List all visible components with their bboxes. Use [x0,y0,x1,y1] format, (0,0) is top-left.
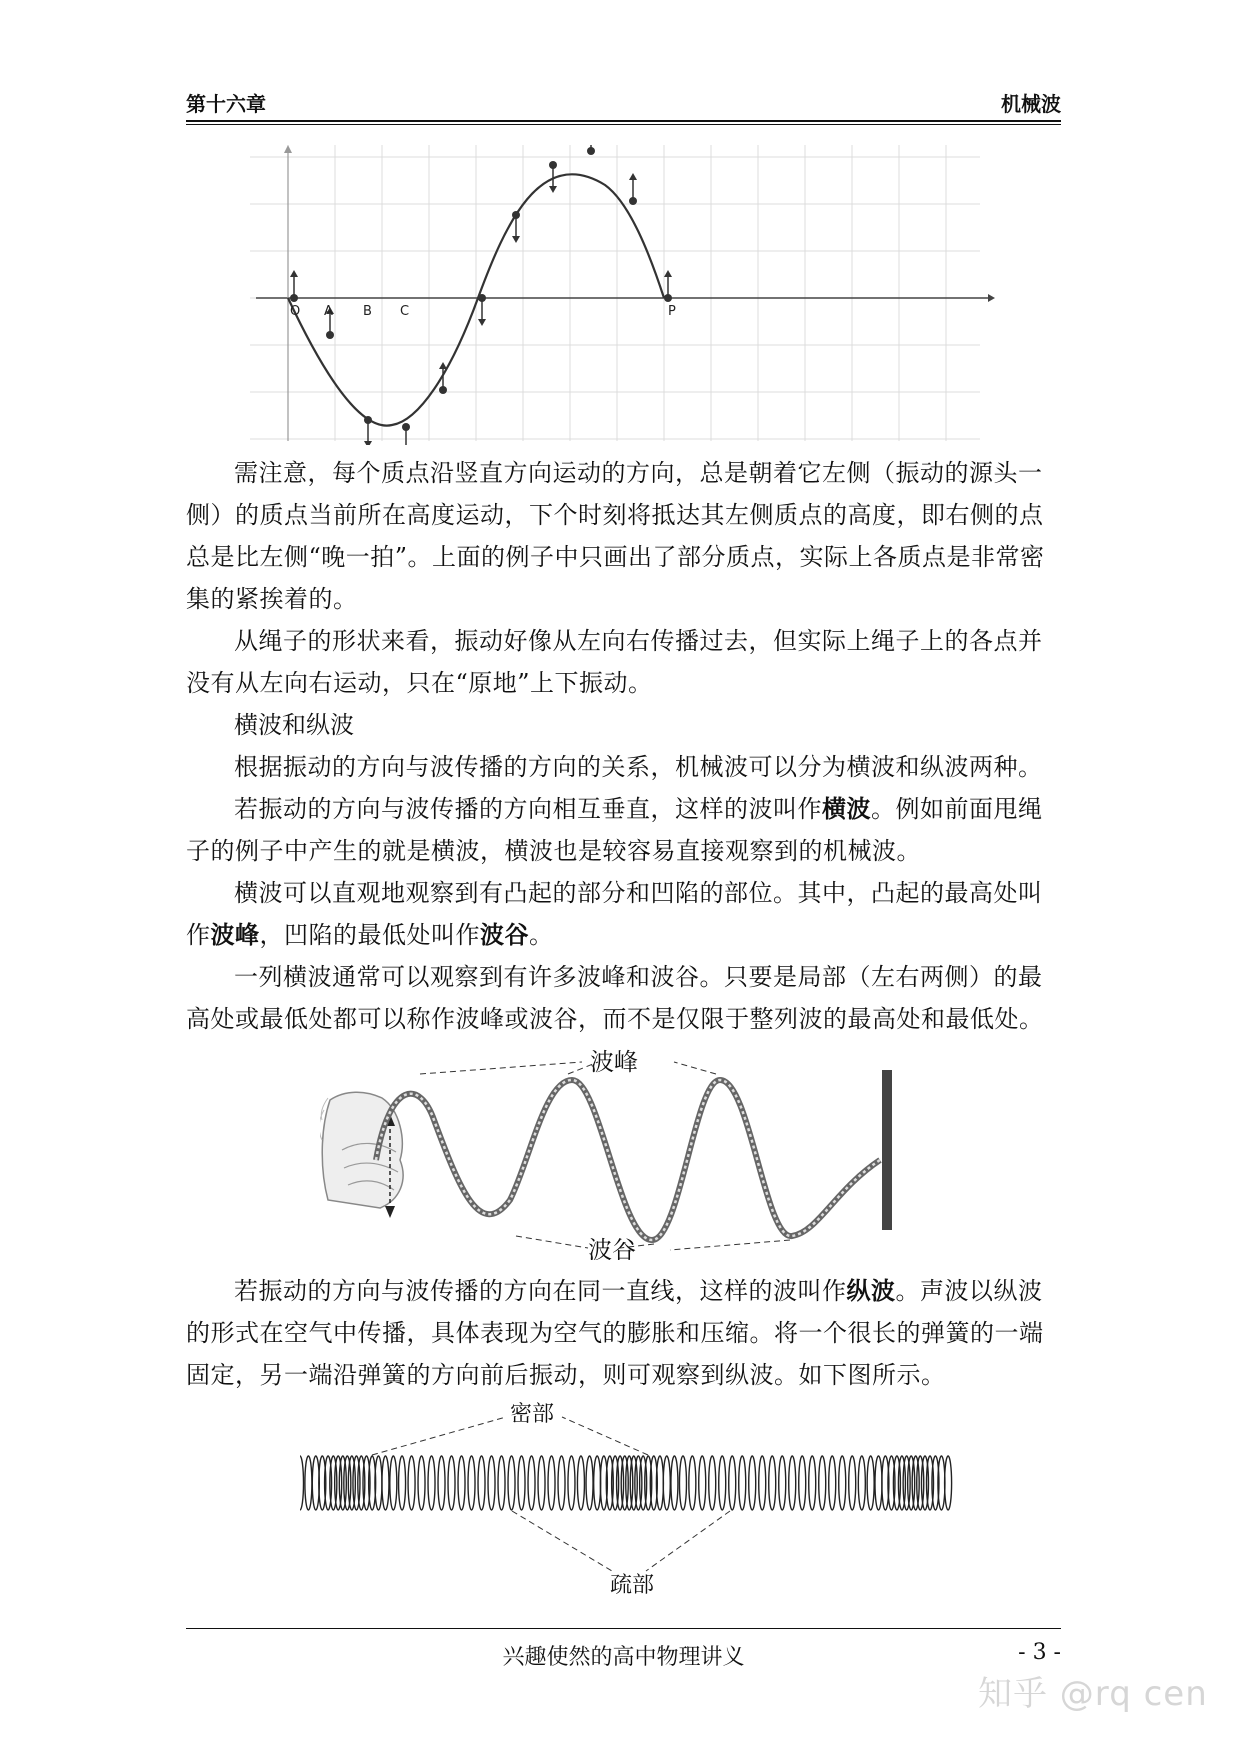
graph-grid [250,145,980,441]
paragraph-multiple-crests: 一列横波通常可以观察到有许多波峰和波谷。只要是局部（左右两侧）的最高处或最低处都可以称作波峰或波谷，而不是仅限于整列波的最高处和最低处。 [186,963,1044,1033]
spring-coil [945,1456,952,1510]
spring-coil [300,1456,304,1510]
spring-coil [478,1456,485,1510]
paragraph-classification: 根据振动的方向与波传播的方向的关系，机械波可以分为横波和纵波两种。 [234,753,1043,781]
text-run: 。例如前面甩绳子的例子中产生的就是横波，横波也是较容易直接观察到的机械波。 [186,795,1043,865]
spring-coil [789,1456,796,1510]
spring-coil [408,1456,415,1510]
arrow-down-icon [385,1206,395,1218]
spring-coil [699,1456,706,1510]
spring-coil [799,1456,806,1510]
trough-label: 波谷 [588,1236,636,1260]
footer-title: 兴趣使然的高中物理讲义 [502,1645,745,1670]
axis-point-labels [290,304,676,319]
spring-coil [779,1456,786,1510]
spring-coil [849,1456,856,1510]
chapter-title: 第十六章 [186,92,266,116]
spring-coil [399,1456,406,1510]
spring-coil [586,1456,593,1510]
rarefaction-guides [512,1511,730,1571]
subheading-wave-types: 横波和纵波 [234,711,354,739]
spring-coil [867,1456,874,1510]
spring-coil [568,1456,575,1510]
spring-coil [809,1456,816,1510]
spring-coil [508,1456,515,1510]
spring-coil [538,1456,545,1510]
text-run: 若振动的方向与波传播的方向相互垂直，这样的波叫作 [234,795,822,823]
arrow-head-icon [290,270,298,277]
paragraph-particle-motion: 需注意，每个质点沿竖直方向运动的方向，总是朝着它左侧（振动的源头一侧）的质点当前所在高度运动，下个时刻将抵达其左侧质点的高度，即右侧的点总是比左侧“晚一拍”。上面的例子中只画出了部分质点，实际上各质点是非常密集的紧挨着的。 [186,459,1045,613]
rope-curve [376,1080,880,1240]
paragraph-longitudinal-definition [186,1270,1061,1396]
arrow-head-icon [629,173,637,180]
footer-rule [186,1628,1061,1629]
spring-coil [663,1456,670,1510]
spring-coil [488,1456,495,1510]
spring-coil [594,1456,601,1510]
spring-coil [689,1456,696,1510]
spring-coil [709,1456,716,1510]
paragraph-rope-shape: 从绳子的形状来看，振动好像从左向右传播过去，但实际上绳子上的各点并没有从左向右运动，只在“原地”上下振动。 [186,627,1043,697]
label-o: O [290,304,301,319]
term-trough: 波谷 [480,920,529,949]
label-c: C [400,304,410,319]
spring-coil [729,1456,736,1510]
rarefaction-label: 疏部 [610,1573,655,1595]
spring-coil [382,1456,389,1510]
header-rule-thin [186,124,1061,125]
spring-coil [428,1456,435,1510]
spring-coil [819,1456,826,1510]
term-crest: 波峰 [210,920,260,949]
spring-coil [829,1456,836,1510]
spring-coil [558,1456,565,1510]
spring-coil [577,1456,584,1510]
spring-coil [759,1456,766,1510]
spring-coil [719,1456,726,1510]
y-axis-arrow-icon [284,145,292,153]
arrow-head-icon [364,441,372,445]
spring-coil [679,1456,686,1510]
text-run: 。声波以纵波的形式在空气中传播，具体表现为空气的膨胀和压缩。将一个很长的弹簧的一端固定，另一端沿弹簧的方向前后振动，则可观察到纵波。如下图所示。 [186,1277,1044,1389]
wall [882,1070,892,1230]
spring-coil [518,1456,525,1510]
page-number: - 3 - [1018,1640,1061,1665]
label-p: P [668,304,676,319]
text-run: 若振动的方向与波传播的方向在同一直线，这样的波叫作 [234,1277,847,1305]
spring-coil [390,1456,397,1510]
spring-coil [875,1456,882,1510]
spring-coil [739,1456,746,1510]
spring-coil [528,1456,535,1510]
spring-coil [839,1456,846,1510]
arrow-head-icon [478,319,486,326]
rope-wave-figure [320,1040,930,1260]
spring-coil [749,1456,756,1510]
spring-coil [448,1456,455,1510]
term-longitudinal-wave: 纵波 [846,1276,896,1305]
spring-coils [300,1456,952,1510]
arrow-head-icon [549,186,557,193]
spring-coil [305,1456,312,1510]
section-title: 机械波 [1001,92,1061,116]
spring-coil [548,1456,555,1510]
text-run: 。 [529,921,554,949]
crest-guides [420,1062,716,1074]
page-footer [186,1628,1061,1670]
spring-coil [438,1456,445,1510]
paragraph-transverse-definition [186,788,1061,872]
watermark: 知乎 @rq cen [978,1674,1208,1714]
spring-coil [858,1456,865,1510]
paragraph-crest-trough [186,872,1061,956]
x-axis-arrow-icon [988,294,995,302]
transverse-wave-particle-figure [250,145,995,445]
arrow-head-icon [664,270,672,277]
spring-coil [458,1456,465,1510]
term-transverse-wave: 横波 [822,794,871,823]
header-rule [186,120,1061,122]
spring-coil [418,1456,425,1510]
arrow-head-icon [439,362,447,369]
page-header [186,88,1061,122]
label-a: A [324,304,333,319]
crest-label: 波峰 [590,1048,638,1076]
spring-coil [468,1456,475,1510]
spring-coil [498,1456,505,1510]
compression-label: 密部 [510,1402,555,1427]
label-b: B [363,304,372,319]
spring-coil [671,1456,678,1510]
spring-coil [769,1456,776,1510]
text-run: 横波可以直观地观察到有凸起的部分和凹陷的部位。其中，凸起的最高处叫作 [186,879,1043,949]
text-run: ，凹陷的最低处叫作 [259,921,480,949]
arrow-head-icon [512,236,520,243]
longitudinal-spring-figure [300,1395,960,1595]
